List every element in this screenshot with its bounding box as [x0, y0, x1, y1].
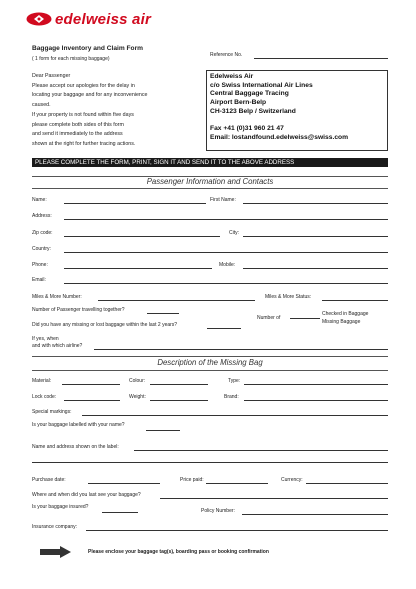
name-field[interactable] [64, 203, 206, 204]
purchase-date-field[interactable] [88, 483, 160, 484]
miles-status-field[interactable] [322, 300, 388, 301]
address-label: Address: [32, 213, 52, 219]
first-name-label: First Name: [210, 197, 236, 203]
contact-line: c/o Swiss International Air Lines [210, 81, 313, 89]
intro-line: caused. [32, 102, 51, 109]
colour-field[interactable] [150, 384, 208, 385]
missing-label: Missing Baggage [322, 319, 361, 325]
price-paid-field[interactable] [206, 483, 268, 484]
type-field[interactable] [244, 384, 388, 385]
edelweiss-flower-icon [26, 12, 52, 26]
currency-label: Currency: [281, 477, 303, 483]
form-subtitle: ( 1 form for each missing baggage) [32, 56, 110, 62]
name-label: Name: [32, 197, 47, 203]
divider [32, 356, 388, 357]
number-of-label: Number of [257, 315, 281, 321]
intro-text [32, 72, 202, 150]
special-markings-label: Special markings: [32, 409, 72, 415]
form-title: Baggage Inventory and Claim Form [32, 45, 144, 52]
policy-label: Policy Number: [201, 508, 235, 514]
checked-in-label: Checked in Baggage [322, 311, 369, 317]
passengers-count-label: Number of Passenger travelling together? [32, 307, 125, 313]
contact-line: Central Baggage Tracing [210, 90, 289, 98]
section-title-passenger: Passenger Information and Contacts [146, 177, 274, 186]
type-label: Type: [228, 378, 241, 384]
contact-line: Airport Bern-Belp [210, 99, 267, 107]
airline-label: and with which airline? [32, 343, 83, 349]
special-markings-field[interactable] [82, 415, 388, 416]
label-address-label: Name and address shown on the label: [32, 444, 119, 450]
if-yes-label: If yes, when [32, 336, 59, 342]
purchase-date-label: Purchase date: [32, 477, 66, 483]
contact-address-box [206, 70, 388, 151]
insurance-company-label: Insurance company: [32, 524, 78, 530]
last-seen-field[interactable] [160, 498, 388, 499]
intro-line: please complete both sides of this form [32, 121, 124, 128]
intro-line: and send it immediately to the address [32, 131, 123, 138]
intro-line: Please accept our apologies for the delay in [32, 82, 135, 89]
label-address-field-2[interactable] [32, 462, 388, 463]
city-field[interactable] [243, 236, 388, 237]
brand-label: Brand: [224, 394, 239, 400]
material-field[interactable] [62, 384, 120, 385]
last-seen-label: Where and when did you last see your baggage? [32, 492, 141, 498]
arrow-right-icon [40, 546, 72, 558]
contact-email[interactable]: Email: lostandfound.edelweiss@swiss.com [210, 133, 349, 141]
address-field[interactable] [64, 219, 388, 220]
zip-field[interactable] [64, 236, 220, 237]
first-name-field[interactable] [243, 203, 388, 204]
mobile-label: Mobile: [219, 262, 236, 268]
label-address-field[interactable] [134, 450, 388, 451]
intro-line: locating your baggage and for any inconvenience [32, 92, 148, 99]
edelweiss-logo [26, 11, 151, 27]
miles-number-field[interactable] [98, 300, 255, 301]
insurance-company-field[interactable] [86, 530, 388, 531]
section-title-bag: Description of the Missing Bag [157, 358, 263, 367]
divider [32, 188, 388, 189]
contact-line [210, 117, 384, 126]
colour-label: Colour: [129, 378, 146, 384]
intro-line: If your property is not found within five days [32, 111, 134, 118]
weight-field[interactable] [150, 400, 208, 401]
instruction-banner: PLEASE COMPLETE THE FORM, PRINT, SIGN IT AND SEND IT TO THE ABOVE ADDRESS [32, 158, 388, 167]
email-label: Email: [32, 277, 46, 283]
contact-line: Edelweiss Air [210, 73, 254, 80]
reference-field[interactable] [254, 58, 388, 59]
country-label: Country: [32, 246, 51, 252]
brand-name: edelweiss air [55, 10, 151, 28]
contact-line: CH-3123 Belp / Switzerland [210, 107, 296, 115]
weight-label: Weight: [129, 394, 146, 400]
footer-note: Please enclose your baggage tag(s), boarding pass or booking confirmation [88, 549, 269, 555]
phone-field[interactable] [64, 268, 212, 269]
miles-number-label: Miles & More Number: [32, 294, 82, 300]
labelled-label: Is your baggage labelled with your name? [32, 422, 125, 428]
currency-field[interactable] [306, 483, 388, 484]
material-label: Material: [32, 378, 52, 384]
missing-before-label: Did you have any missing or lost baggage within the last 2 years? [32, 322, 178, 328]
price-paid-label: Price paid: [180, 477, 204, 483]
labelled-field[interactable] [146, 430, 180, 431]
insured-field[interactable] [102, 512, 138, 513]
lock-code-field[interactable] [64, 400, 120, 401]
checked-in-count-field[interactable] [290, 318, 320, 319]
divider [32, 370, 388, 371]
airline-field[interactable] [94, 349, 388, 350]
country-field[interactable] [64, 252, 388, 253]
lock-code-label: Lock code: [32, 394, 57, 400]
mobile-field[interactable] [243, 268, 388, 269]
policy-field[interactable] [242, 514, 388, 515]
insured-label: Is your baggage insured? [32, 504, 89, 510]
intro-line: shown at the right for further tracing actions. [32, 140, 136, 147]
zip-label: Zip code: [32, 230, 53, 236]
reference-label: Reference No. [210, 52, 243, 58]
brand-field[interactable] [244, 400, 388, 401]
miles-status-label: Miles & More Status: [265, 294, 312, 300]
passengers-count-field[interactable] [147, 313, 179, 314]
email-field[interactable] [64, 283, 388, 284]
city-label: City: [229, 230, 239, 236]
contact-fax: Fax +41 (0)31 960 21 47 [210, 125, 284, 133]
missing-before-field[interactable] [207, 328, 241, 329]
intro-line: Dear Passenger [32, 73, 71, 79]
phone-label: Phone: [32, 262, 48, 268]
